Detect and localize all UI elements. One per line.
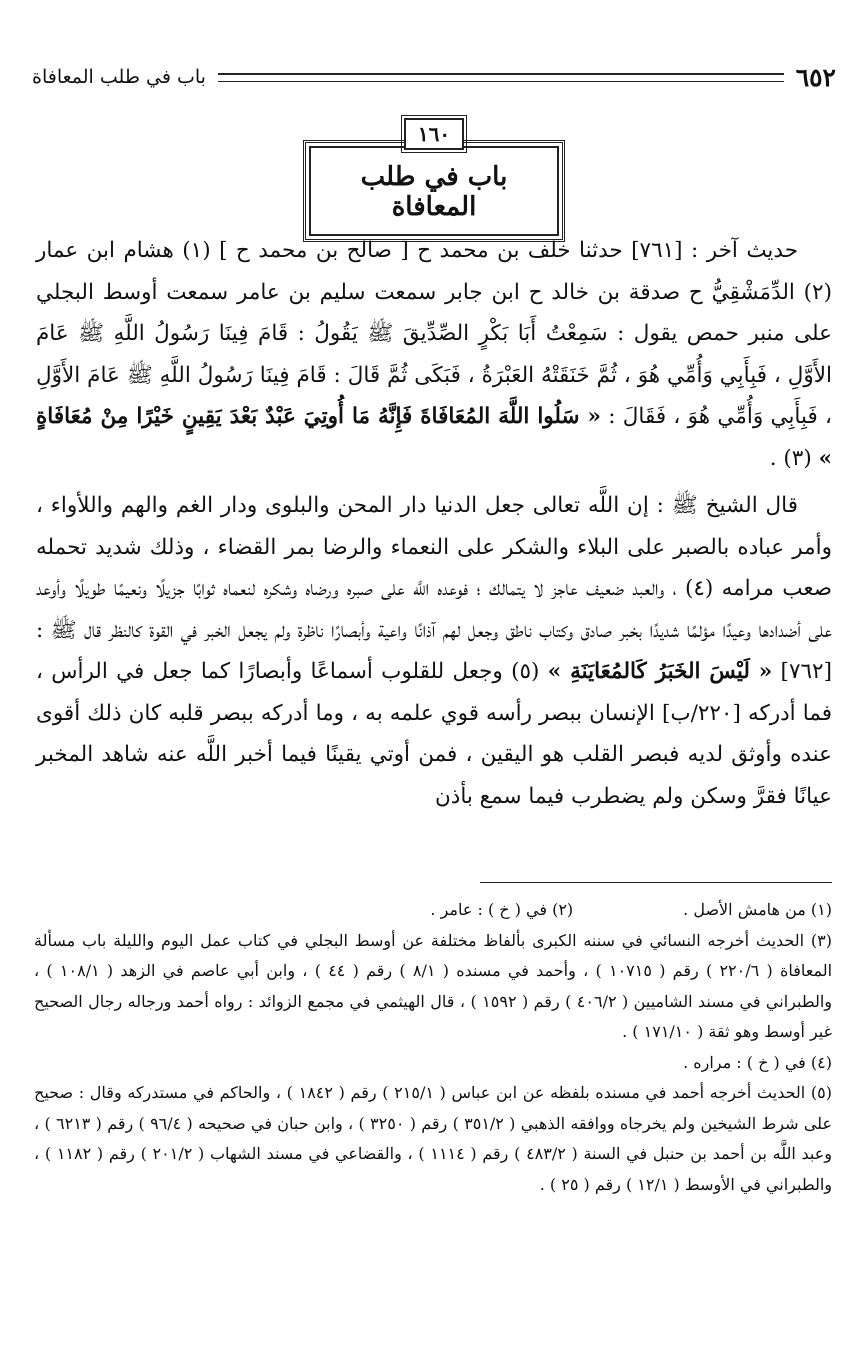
header-rule <box>218 73 784 82</box>
footnote-1: (١) من هامش الأصل . <box>683 900 832 919</box>
hadith-quote: « لَيْسَ الخَبَرُ كَالمُعَايَنَةِ » <box>547 659 773 684</box>
text-segment: الدِّمَشْقِيُّ ح صدقة بن خالد ح ابن جابر سمعت سليم بن عامر سمعت أوسط البجلي على منبر حمص يقول : سَمِعْتُ أَبَا بَكْرٍ الصِّدِّيقَ ﷺ يَقُولُ : قَامَ فِينَا رَسُولُ اللَّهِ ﷺ عَامَ الأَوَّلِ ، فَبِأَبِي وَأُمِّي هُوَ ، ثُمَّ خَنَقَتْهُ العَبْرَةُ ، فَبَكَى ثُمَّ قَالَ : قَامَ فِينَا رَسُولُ اللَّهِ ﷺ عَامَ الأَوَّلِ ، فَبِأَبِي وَأُمِّي هُوَ ، فَقَالَ : <box>36 279 832 429</box>
footnote-ref: (٤) <box>684 576 714 601</box>
footnote-ref: (٣) . <box>769 445 819 471</box>
chapter-heading <box>0 118 868 242</box>
footnote-ref: (٥) <box>511 659 548 684</box>
text-segment: وجعل للقلوب أسماعًا وأبصارًا كما جعل في الرأس ، فما أدركه [٢٢٠/ب] الإنسان ببصر رأسه قوي علمه به ، وما أدركه ببصر قلبه كان ذلك أقوى عنده وأوثق لديه فبصر القلب هو اليقين ، فمن أوتي يقينًا فيما أخبر اللَّه عنه شاهد المخبر عيانًا فقرَّ وسكن ولم يضطرب فيما سمع بأذن <box>36 659 832 809</box>
page-number: ٦٥٢ <box>795 62 836 92</box>
running-header <box>32 60 836 94</box>
main-text <box>36 230 832 817</box>
text-segment: ، والعبد ضعيف عاجز لا يتمالك ؛ فوعده اللَّه على صبره ورضاه وشكره لنعماه ثوابًا جزيلًا ونعيمًا طويلًا وأوعد على أضدادها وعيدًا مؤلمًا شديدًا بخبر صادق وكتاب ناطق وجعل لهم آذانًا واعية وأبصارًا ناظرة ولم يجعل الخبر في القوة كالنظر قال ﷺ : [٧٦٢] <box>36 576 832 684</box>
footnote-5: (٥) الحديث أخرجه أحمد في مسنده بلفظه عن ابن عباس ( ٢١٥/١ ) رقم ( ١٨٤٢ ) ، والحاكم في مستدركه وقال : صحيح على شرط الشيخين ولم يخرجاه ووافقه الذهبي ( ٣٥١/٢ ) رقم ( ٣٢٥٠ ) ، وابن حبان في صحيحه ( ٩٦/٤ ) رقم ( ٦٢١٣ ) ، وعبد اللَّه بن أحمد بن حنبل في السنة ( ٤٨٣/٢ ) رقم ( ١١١٤ ) ، والقضاعي في مسند الشهاب ( ٢٠١/٢ ) رقم ( ١١٨٢ ) ، والطبراني في الأوسط ( ١٢/١ ) رقم ( ٢٥ ) . <box>34 1083 833 1194</box>
text-segment: هشام ابن عمار <box>36 238 183 263</box>
running-title: باب في طلب المعافاة <box>32 66 206 88</box>
footnotes <box>34 895 832 1200</box>
footnote-row <box>34 895 832 926</box>
footnote-ref: (٢) <box>803 279 832 305</box>
footnote-4: (٤) في ( خ ) : مراره . <box>683 1052 832 1072</box>
paragraph-hadith <box>36 230 832 479</box>
footnote-2: (٢) في ( خ ) : عامر . <box>430 900 574 919</box>
hadith-quote: « سَلُوا اللَّهَ المُعَافَاةَ فَإِنَّهُ مَا أُوتِيَ عَبْدٌ بَعْدَ يَقِينٍ خَيْرًا مِنْ مُعَافَاةٍ » <box>36 404 832 471</box>
text-segment: حديث آخر : [٧٦١] حدثنا خلف بن محمد ح [ صالح بن محمد ح ] <box>210 238 798 263</box>
footnote-divider <box>480 882 832 883</box>
footnote-ref: (١) <box>182 238 211 263</box>
footnote-3: (٣) الحديث أخرجه النسائي في سننه الكبرى بألفاظ مختلفة عن أوسط البجلي في كتاب عمل اليوم والليلة باب مسألة المعافاة ( ٢٢٠/٦ ) رقم ( ١٠٧١٥ ) ، وأحمد في مسنده ( ٨/١ ) رقم ( ٤٤ ) ، وابن أبي عاصم في الزهد ( ١٠٨/١ ) ، والطبراني في مسند الشاميين ( ٤٠٦/٢ ) رقم ( ١٥٩٢ ) ، قال الهيثمي في مجمع الزوائد : رواه أحمد ورجاله رجال الصحيح غير أوسط وهو ثقة ( ١٧١/١٠ ) . <box>34 930 833 1041</box>
text-segment: قال الشيخ ﷺ : إن اللَّه تعالى جعل الدنيا دار المحن والبلوى ودار الغم والهم واللأواء ، وأمر عباده بالصبر على البلاء والشكر على النعماء والرضا بمر القضاء ، وذلك شديد تحمله صعب مرامه <box>36 493 832 601</box>
chapter-title: باب في طلب المعافاة <box>309 146 559 236</box>
chapter-title-frame <box>303 140 565 242</box>
chapter-number: ١٦٠ <box>404 118 464 150</box>
paragraph-commentary <box>36 485 832 817</box>
